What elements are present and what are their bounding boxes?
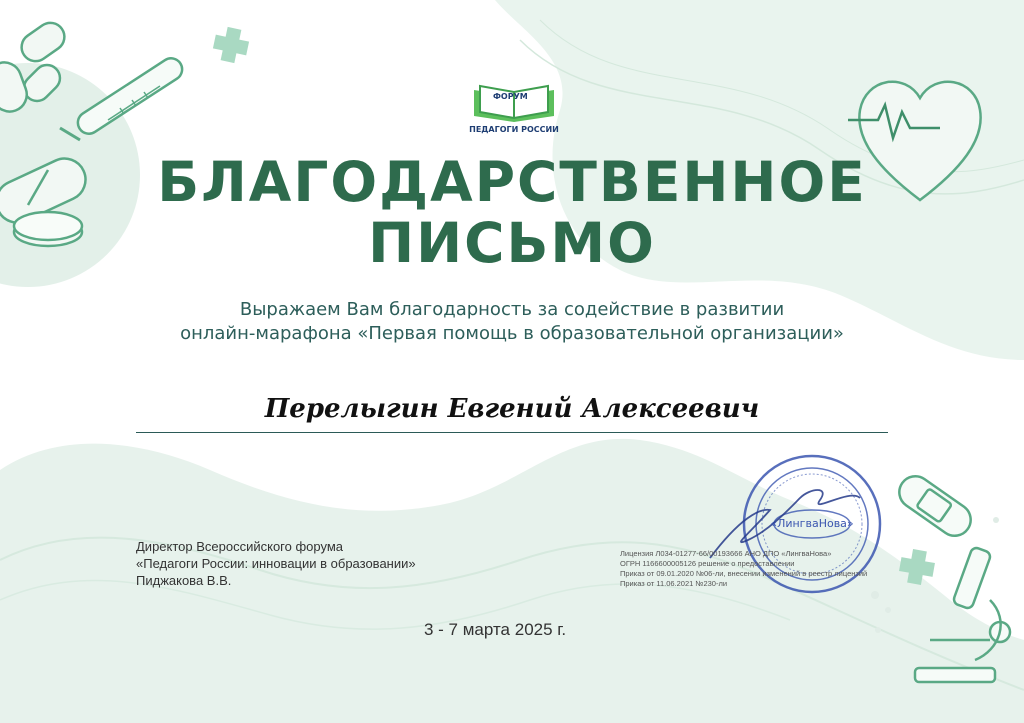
subtitle: [0, 298, 1024, 346]
license-line-1: Лицензия Л034-01277-66/00193666 АНО ДПО «ЛингваНова»: [620, 549, 832, 558]
forum-logo: [462, 80, 566, 142]
director-name: Пиджакова В.В.: [136, 573, 232, 588]
name-underline: [136, 432, 888, 433]
event-date: 3 - 7 марта 2025 г.: [424, 620, 567, 639]
logo-bottom-text: ПЕДАГОГИ РОССИИ: [469, 125, 559, 134]
director-line-2: «Педагоги России: инновации в образовании»: [136, 556, 416, 571]
license-line-3: Приказ от 09.01.2020 №06-ли, внесении изменений в реестр лицензий: [620, 569, 868, 578]
subtitle-line-2: онлайн-марафона «Первая помощь в образовательной организации»: [180, 323, 844, 344]
title-line-2: ПИСЬМО: [368, 211, 656, 275]
subtitle-line-1: Выражаем Вам благодарность за содействие в развитии: [239, 299, 785, 320]
license-line-4: Приказ от 11.06.2021 №230-ли: [620, 579, 728, 588]
director-line-1: Директор Всероссийского форума: [136, 539, 344, 554]
recipient-name: Перелыгин Евгений Алексеевич: [264, 394, 760, 424]
stamp-org-name: «ЛингваНова»: [770, 517, 854, 530]
medical-cross-icon: [211, 25, 251, 65]
logo-top-text: ФОРУМ: [493, 92, 528, 101]
license-line-2: ОГРН 1166600005126 решение о предоставлении: [620, 559, 795, 568]
director-signature-block: [136, 538, 416, 589]
license-info: [620, 549, 867, 589]
page-title: [0, 152, 1024, 274]
title-line-1: БЛАГОДАРСТВЕННОЕ: [157, 150, 867, 214]
